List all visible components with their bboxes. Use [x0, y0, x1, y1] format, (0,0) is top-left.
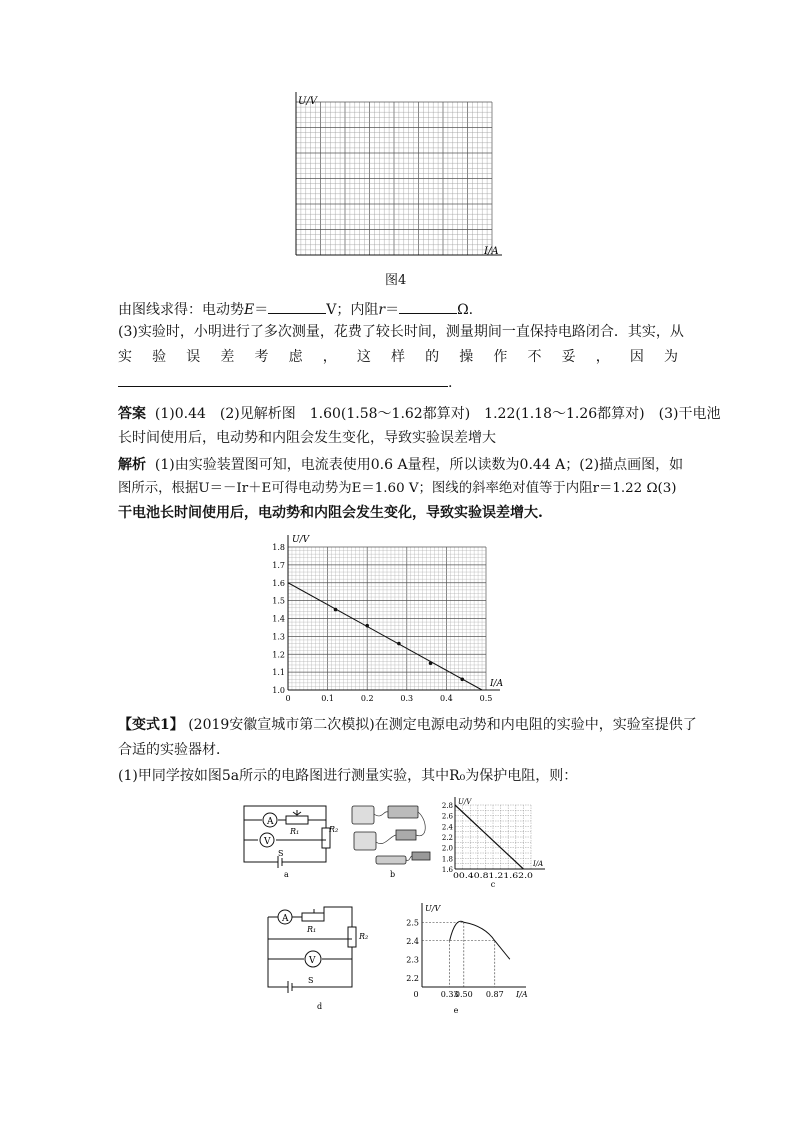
- u-i-chart: [268, 533, 518, 713]
- picture-b-caption: b: [390, 870, 396, 878]
- analysis-line-1: [118, 455, 683, 475]
- answer-text-1: (1)0.44 (2)见解析图 1.60(1.58～1.62都算对) 1.22(1.18～1.26都算对) (3)干电池: [154, 406, 721, 422]
- voltmeter-label: V: [309, 956, 316, 966]
- question-3-char: 妥: [561, 349, 576, 365]
- y-tick-label: 2.4: [441, 823, 453, 832]
- y-tick-label: 2.8: [441, 802, 453, 810]
- r1-label: R₁: [307, 925, 317, 934]
- r1-label: R₁: [290, 827, 300, 836]
- y-tick-label: 2.2: [406, 973, 419, 983]
- switch-label: S: [278, 849, 284, 858]
- u-i-chart-c: [435, 797, 555, 889]
- figure-4-grid: [280, 90, 510, 265]
- answer-line-1: [118, 404, 720, 424]
- data-point: [365, 624, 369, 628]
- emf-answer-blank[interactable]: [268, 299, 326, 314]
- analysis-label: 解析: [118, 457, 146, 473]
- y-axis-label: U/V: [298, 96, 318, 107]
- resistor-icon: [396, 830, 416, 840]
- figure-4-caption: 图4: [385, 273, 407, 288]
- x-axis-label: I/A: [533, 860, 544, 868]
- variant-text-1: (2019安徽宣城市第二次模拟)在测定电源电动势和内电阻的实验中，实验室提供了: [188, 717, 697, 733]
- eq-sign: ＝: [254, 302, 269, 318]
- question-3-line-1: (3)实验时，小明进行了多次测量，花费了较长时间，测量期间一直保持电路闭合．其实，从: [118, 324, 684, 340]
- question-3-char: 样: [391, 349, 405, 365]
- y-tick-label: 2.0: [441, 844, 453, 853]
- e-symbol: E: [244, 302, 255, 318]
- y-tick-label: 1.3: [272, 632, 285, 642]
- y-tick-label: 1.8: [272, 543, 285, 552]
- y-tick-label: 1.2: [272, 650, 285, 660]
- y-tick-label: 1.4: [272, 614, 285, 624]
- y-tick-label: 2.5: [406, 918, 419, 928]
- question-3-char: 操: [459, 349, 474, 365]
- voltmeter-label: V: [264, 837, 271, 847]
- r-symbol: r: [378, 302, 386, 318]
- question-3-char: 不: [527, 349, 542, 365]
- question-3-char: 虑: [288, 349, 303, 365]
- x-axis-label: I/A: [490, 679, 504, 689]
- y-tick-label: 2.2: [441, 834, 453, 842]
- analysis-text-1: (1)由实验装置图可知，电流表使用0.6 A量程，所以读数为0.44 A；(2)描点画图，如: [154, 457, 684, 473]
- variant-line-2: 合适的实验器材．: [118, 742, 230, 758]
- question-3-char: ，: [322, 349, 337, 365]
- analysis-line-3: 干电池长时间使用后，电动势和内阻会发生变化，导致实验误差增大.: [118, 505, 543, 521]
- y-tick-label: 2.4: [406, 936, 419, 946]
- analysis-line-2: 图所示，根据U＝－Ir＋E可得电动势为E＝1.60 V；图线的斜率绝对值等于内阻r＝1.22 Ω(3): [118, 481, 677, 496]
- y-axis-label: U/V: [425, 904, 441, 913]
- question-3-char: 的: [425, 349, 440, 365]
- y-tick-label: 1.6: [272, 578, 285, 588]
- ammeter-label: A: [282, 914, 289, 924]
- x-tick-label: 0.2: [360, 694, 374, 703]
- data-point: [429, 661, 433, 665]
- u-i-chart-e: [400, 903, 540, 1015]
- question-3-char: 实: [118, 349, 132, 365]
- variant-line-3: (1)甲同学按如图5a所示的电路图进行测量实验，其中R₀为保护电阻，则：: [118, 768, 578, 784]
- data-point: [334, 608, 338, 612]
- circuit-d-caption: d: [317, 1002, 323, 1011]
- question-3-char: 作: [493, 349, 508, 365]
- question-2-line: [118, 299, 473, 320]
- q2-unit-2: Ω.: [457, 302, 474, 318]
- x-tick-label: 0.50: [454, 990, 473, 999]
- x-tick-label: 0.4: [440, 694, 453, 703]
- r2-label: R₂: [359, 932, 369, 941]
- r2-label: R₂: [329, 825, 338, 834]
- switch-label: S: [308, 976, 314, 985]
- ammeter-device-icon: [352, 806, 374, 824]
- reason-answer-blank[interactable]: [118, 372, 448, 387]
- grid-lines: [296, 92, 502, 255]
- x-tick-label: 0.87: [485, 990, 504, 999]
- x-tick-label: 0.1: [321, 694, 334, 703]
- question-3-char: 因: [629, 349, 644, 365]
- circuit-diagram-a: [238, 800, 338, 878]
- q2-prefix: 由图线求得：电动势: [118, 302, 244, 318]
- question-3-char: 差: [220, 349, 235, 365]
- y-tick-label: 1.7: [272, 560, 285, 570]
- resistance-answer-blank[interactable]: [399, 299, 457, 314]
- chart-e-caption: e: [453, 1006, 459, 1015]
- answer-label: 答案: [118, 406, 146, 422]
- y-tick-label: 2.6: [441, 812, 453, 821]
- variant-label: 【变式1】: [118, 717, 184, 733]
- chart-c-caption: c: [490, 880, 496, 889]
- y-tick-label: 1.8: [441, 855, 453, 864]
- circuit-diagram-d: [260, 905, 370, 1015]
- x-tick-label: 0: [413, 990, 419, 999]
- question-3-char: 验: [152, 349, 167, 365]
- x-tick-label: 0.5: [479, 694, 493, 703]
- question-3-line-3: [118, 372, 452, 393]
- x-tick-labels: 00.40.81.21.62.0: [453, 872, 533, 880]
- y-tick-label: 2.3: [406, 955, 419, 965]
- y-tick-label: 1.0: [272, 686, 285, 695]
- circuit-a-caption: a: [284, 870, 289, 878]
- q2-unit-1: V；内阻: [326, 302, 379, 318]
- question-3-char: 误: [186, 349, 201, 365]
- apparatus-picture-b: [348, 800, 438, 878]
- y-tick-label: 1.5: [272, 596, 285, 606]
- y-tick-label: 1.6: [441, 866, 453, 874]
- y-tick-label: 1.1: [272, 668, 285, 678]
- x-tick-label: 0.3: [400, 694, 414, 703]
- question-3-char: 这: [356, 349, 371, 365]
- answer-line-2: 长时间使用后，电动势和内阻会发生变化，导致实验误差增大: [118, 430, 496, 446]
- switch-device-icon: [412, 852, 430, 860]
- curve: [450, 921, 510, 959]
- ammeter-label: A: [267, 817, 274, 827]
- rheostat-icon: [388, 806, 418, 818]
- x-tick-label: 0.33: [440, 990, 459, 999]
- x-axis-label: I/A: [516, 990, 528, 999]
- data-point: [397, 642, 401, 646]
- question-3-char: ，: [595, 349, 610, 365]
- y-axis-label: U/V: [458, 798, 472, 806]
- voltmeter-device-icon: [354, 832, 376, 850]
- y-axis-label: U/V: [292, 535, 310, 545]
- variant-line-1: [118, 715, 697, 735]
- battery-icon: [376, 856, 406, 864]
- x-tick-label: 0: [285, 694, 291, 703]
- data-point: [460, 677, 464, 681]
- question-3-line-2: [118, 347, 678, 367]
- eq-sign: ＝: [385, 302, 400, 318]
- question-3-char: 考: [254, 349, 269, 365]
- question-3-char: 为: [664, 349, 678, 365]
- period: .: [448, 375, 453, 391]
- x-axis-label: I/A: [484, 246, 499, 257]
